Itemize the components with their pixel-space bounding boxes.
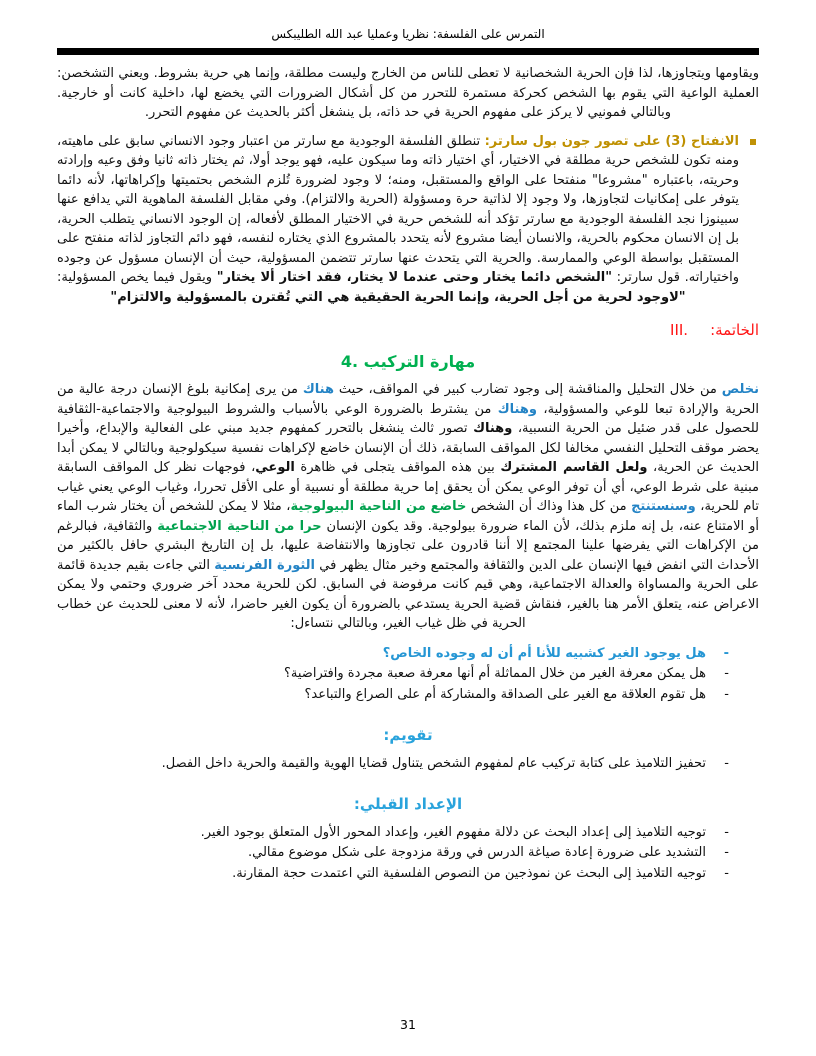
synthesis-heading-label: مهارة التركيب <box>363 352 476 371</box>
evaluation-heading: تقويم: <box>383 725 433 744</box>
evaluation-item <box>57 754 729 775</box>
opening-body-text: تنطلق الفلسفة الوجودية مع سارتر من اعتبار وجود الانساني سابق على ماهيته، ومنه تكون للشخص حرية مطلقة في الاختيار، أي اختيار ذاته وما سيكون عليه، فهو يوجد أولا، ثم يختار ذاته ثانيا وفق وعيه وإرادته وحريته، باعتباره "مشروعا" منفتحا على الواقع والمستقبل، ومنه؛ لا وجود لضرورة تُلزم الشخص بحتميتها وإكراهاتها، لأنه دائما يتوفر على إمكانيات لتجاوزها، ولا وجود إلا لذاتية حرة ومسؤولة (الحرية والالتزام). وفي مقابل الفلسفة الماهوية التي يدافع عنها سبينوزا نجد الفلسفة الوجودية مع سارتر تؤكد أنه للشخص حرية في الاختيار المطلق لأفعاله، إن الوجود الانساني يتطلب الحرية، بل إن الانسان محكوم بالحرية، والانسان أيضا مشروع لأنه يتحدد بالمشروع الذي يختاره لنفسه، فهو دائم التجاوز لذاته منفتح على المستقبل بواسطة الوعي والممارسة. والحرية التي يتحدث عنها سارتر تتضمن المسؤولية، حيث أن الإنسان مسؤول عن وجوده واختياراته. قول سارتر: <box>57 133 740 285</box>
seg-text-16: ، مثلا لا يمكن للشخص أن يختار شرب الماء أو الامتناع عنه، بل إنه ملزم بذلك، لأن الماء ضرورة بيولوجية. وقد يكون الإنسان <box>57 499 760 534</box>
preparation-heading: الإعداد القبلي: <box>353 794 463 813</box>
sartre-quote-2: "لاوجود لحرية من أجل الحرية، وإنما الحرية الحقيقية هي التي تُقترن بالمسؤولية والالتزام" <box>110 289 686 305</box>
intro-text: ويقاومها ويتجاوزها، لذا فإن الحرية الشخصانية لا تعطى للناس من الخارج وليست مطلقة، وإنما هي حرية بشروط. ويعني التشخصن: العملية الواعية التي يقوم بها الشخص كحركة مستمرة للتحرر من كل أشكال الضرورات التي يخضع لها، داخلية كانت أو خارجية. وبالتالي فمونيي لا يركز على مفهوم الحرية في حد ذاته، بل ينشغل أكثر بالحديث عن مفهوم التحرر. <box>57 66 759 120</box>
page-number: 31 <box>400 1017 416 1032</box>
seg-text-18: والثقافية، فبالرغم من الإكراهات التي يفرضها علينا المجتمع إلا أننا قادرون على تجاوزها والانتفاضة عليها، بل إن التاريخ البشري حافل بالكثير من الأحداث التي انفض فيها الإنسان على الدين والثقافة والمجتمع وخير مثال يظهر في <box>57 518 759 573</box>
question-item <box>57 664 729 685</box>
opening-between-text: ويقول فيما يخص المسؤولية: <box>57 270 217 285</box>
dash-bullet: - <box>724 824 729 840</box>
seg-text-4: من يرى إمكانية بلوغ الإنسان درجة عالية من الحرية والإرادة تبعا للوعي والمسؤولية، <box>57 382 759 417</box>
question-text: هل يوجود الغير كشبيه للأنا أم أن له وجوده الخاص؟ <box>382 645 706 661</box>
question-text: هل يمكن معرفة الغير من خلال المماثلة أم أنها معرفة صعبة مجردة وافتراضية؟ <box>284 666 706 682</box>
seg-french-revolution: الثورة الفرنسية <box>214 557 315 573</box>
seg-text-12: ، فوجهات نظر كل المواقف السابقة مبنية على شرط الوعي، أي أن توفر الوعي يمكن أن يحقق إما حرية مطلقة أو نسبية أو على الأقل تحررا، وغياب الوعي يعني غياب تام للحرية، <box>57 460 760 514</box>
seg-text-14: من كل هذا وذاك أن الشخص <box>466 499 632 514</box>
opening-bullet-item <box>57 132 759 308</box>
question-text: هل تقوم العلاقة مع الغير على الصداقة والمشاركة أم على الصراع والتباعد؟ <box>304 687 706 703</box>
preparation-text: توجيه التلاميذ إلى البحث عن نموذجين من النصوص الفلسفية التي اعتمدت حجة المقارنة. <box>232 866 706 882</box>
sartre-quote-1: "الشخص دائما يختار وحتى عندما لا يختار، فقد اختار ألا يختار" <box>216 270 613 285</box>
dash-bullet: - <box>724 755 729 771</box>
square-bullet-icon <box>750 139 756 145</box>
opening-paragraph <box>57 132 739 308</box>
dash-bullet: - <box>724 666 729 682</box>
intro-paragraph <box>57 64 759 123</box>
seg-biological: خاضع من الناحية البيولوجية <box>290 499 467 514</box>
seg-text-2: من خلال التحليل والمناقشة إلى وجود تضارب كبير في المواقف، حيث <box>334 382 722 397</box>
preparation-item <box>57 823 729 844</box>
header-rule <box>57 48 759 55</box>
seg-there-2: وهناك <box>497 401 537 417</box>
preparation-item <box>57 864 729 885</box>
question-item <box>57 685 729 706</box>
opening-heading: الانفتاح (3) على تصور جون بول سارتر: <box>484 133 739 149</box>
dash-bullet: - <box>724 687 729 703</box>
preparation-text: توجيه التلاميذ إلى إعداد البحث عن دلالة مفهوم الغير، وإعداد المحور الأول المتعلق بوجود الغير. <box>200 824 706 840</box>
dash-bullet: - <box>723 645 729 661</box>
evaluation-text: تحفيز التلاميذ على كتابة تركيب عام لمفهوم الشخص يتناول قضايا الهوية والقيمة والحرية داخل الفصل. <box>161 755 706 771</box>
question-item <box>57 644 729 665</box>
evaluation-list <box>57 754 759 775</box>
seg-text-20: التي جاءت بقيم جديدة قائمة على الحرية والمساواة والعدالة الاجتماعية، وهي قيم كانت مرفوضة في السابق. لكن للحرية محدد آخر ضروري وحتمي ولا يمكن الاعراض عنه، يتعلق الأمر هنا بالغير، فنقاش قضية الحرية يستدعي بالضرورة أن يكون الغير حاضرا، لأنه لا معنى للحديث عن خطاب الحرية في ظل غياب الغير، وبالتالي نتساءل: <box>57 557 759 631</box>
synthesis-heading-number: 4. <box>340 352 359 371</box>
conclusion-heading <box>57 321 759 339</box>
questions-list <box>57 644 759 706</box>
seg-consciousness: الوعي <box>255 460 295 475</box>
seg-common-factor: ولعل القاسم المشترك <box>500 460 648 475</box>
synthesis-heading <box>57 352 759 371</box>
synthesis-paragraph <box>57 380 759 634</box>
preparation-text: التشديد على ضرورة إعادة صياغة الدرس في ورقة مزدوجة على شكل موضوع مقالي. <box>247 845 706 861</box>
seg-text-10: بين هذه المواقف يتجلى في ظاهرة <box>294 460 501 475</box>
conclusion-title: الخاتمة: <box>710 321 759 339</box>
preparation-list <box>57 823 759 885</box>
seg-text-6: من يشترط بالضرورة الوعي بالأسباب والشروط البيولوجية والاجتماعية-الثقافية للحصول على قدر ضئيل من الحرية النسبية، <box>57 401 759 436</box>
conclusion-numeral: III. <box>670 321 689 339</box>
seg-text-8: تصور ثالث ينشغل بالتحرر كمفهوم جديد مبني على الفعالية والإبداع، وأخيرا يحضر موقف التحليل النفسي مخالفا لكل المواقف السابقة، ذلك أن الإنسان خاضع لإكراهات نفسية سيكولوجية وبالتالي لا يمكن أبدا الحديث عن الحرية، <box>57 421 759 475</box>
seg-social: حرا من الناحية الاجتماعية <box>157 518 322 534</box>
seg-conclude: نخلص <box>721 382 759 397</box>
dash-bullet: - <box>724 866 729 882</box>
seg-we-deduce: وسنستنتج <box>631 499 696 514</box>
seg-there-3: وهناك <box>473 421 513 436</box>
preparation-item <box>57 843 729 864</box>
dash-bullet: - <box>724 845 729 861</box>
header-title: التمرس على الفلسفة: نظريا وعمليا عبد الله الطليبكس <box>271 27 545 41</box>
seg-there-1: هناك <box>302 382 334 397</box>
